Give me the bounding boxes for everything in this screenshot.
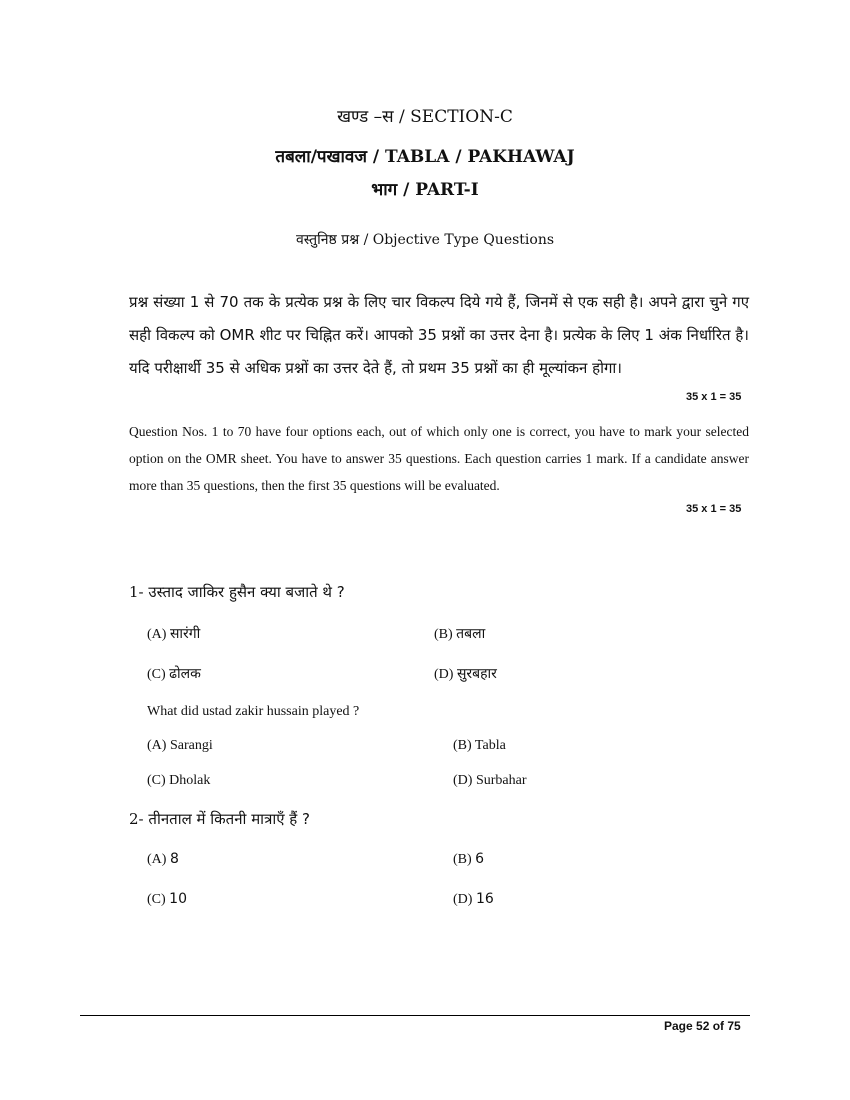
q1-option-c-english[interactable]: (C) Dholak: [147, 773, 211, 788]
instructions-english: Question Nos. 1 to 70 have four options each, out of which only one is correct, you have to mark your selected option on the OMR sheet. You have to answer 35 questions. Each question carries 1 mark. If a candidate answer more than 35 questions, then the first 35 questions will be evaluated.: [129, 424, 749, 493]
section-heading: खण्ड –स / SECTION-C: [337, 107, 513, 127]
question-text-english: What did ustad zakir hussain played ?: [147, 704, 360, 719]
question-number: 1-: [129, 583, 144, 601]
q2-option-b[interactable]: (B) 6: [453, 851, 485, 867]
question-1: [129, 582, 345, 602]
question-2: [129, 809, 310, 829]
marks-hindi: 35 x 1 = 35: [686, 391, 742, 403]
q1-option-c-hindi[interactable]: (C) ढोलक: [147, 666, 201, 682]
q1-option-a-hindi[interactable]: (A) सारंगी: [147, 626, 201, 642]
q2-option-c[interactable]: (C) 10: [147, 891, 187, 907]
q2-option-a[interactable]: (A) 8: [147, 851, 179, 867]
q1-option-a-english[interactable]: (A) Sarangi: [147, 738, 213, 753]
q1-option-b-english[interactable]: (B) Tabla: [453, 738, 506, 753]
q1-option-d-hindi[interactable]: (D) सुरबहार: [434, 666, 497, 682]
footer-divider: [80, 1015, 750, 1016]
question-text-hindi: उस्ताद जाकिर हुसैन क्या बजाते थे ?: [148, 583, 345, 601]
objective-heading: वस्तुनिष्ठ प्रश्न / Objective Type Questions: [295, 232, 555, 248]
q1-option-b-hindi[interactable]: (B) तबला: [434, 626, 486, 642]
part-heading: भाग / PART-I: [371, 180, 479, 200]
question-number: 2-: [129, 810, 144, 828]
subject-heading: तबला/पखावज / TABLA / PAKHAWAJ: [275, 147, 575, 167]
instructions-hindi: प्रश्न संख्या 1 से 70 तक के प्रत्येक प्रश्न के लिए चार विकल्प दिये गये हैं, जिनमें से एक सही है। अपने द्वारा चुने गए सही विकल्प को OMR शीट पर चिह्नित करें। आपको 35 प्रश्नों का उत्तर देना है। प्रत्येक के लिए 1 अंक निर्धारित है। यदि परीक्षार्थी 35 से अधिक प्रश्नों का उत्तर देते हैं, तो प्रथम 35 प्रश्नों का ही मूल्यांकन होगा।: [129, 293, 749, 377]
q1-option-d-english[interactable]: (D) Surbahar: [453, 773, 527, 788]
q2-option-d[interactable]: (D) 16: [453, 891, 494, 907]
page-number: Page 52 of 75: [664, 1019, 741, 1033]
marks-english: 35 x 1 = 35: [686, 503, 742, 515]
question-text-hindi: तीनताल में कितनी मात्राएँ हैं ?: [148, 810, 310, 828]
